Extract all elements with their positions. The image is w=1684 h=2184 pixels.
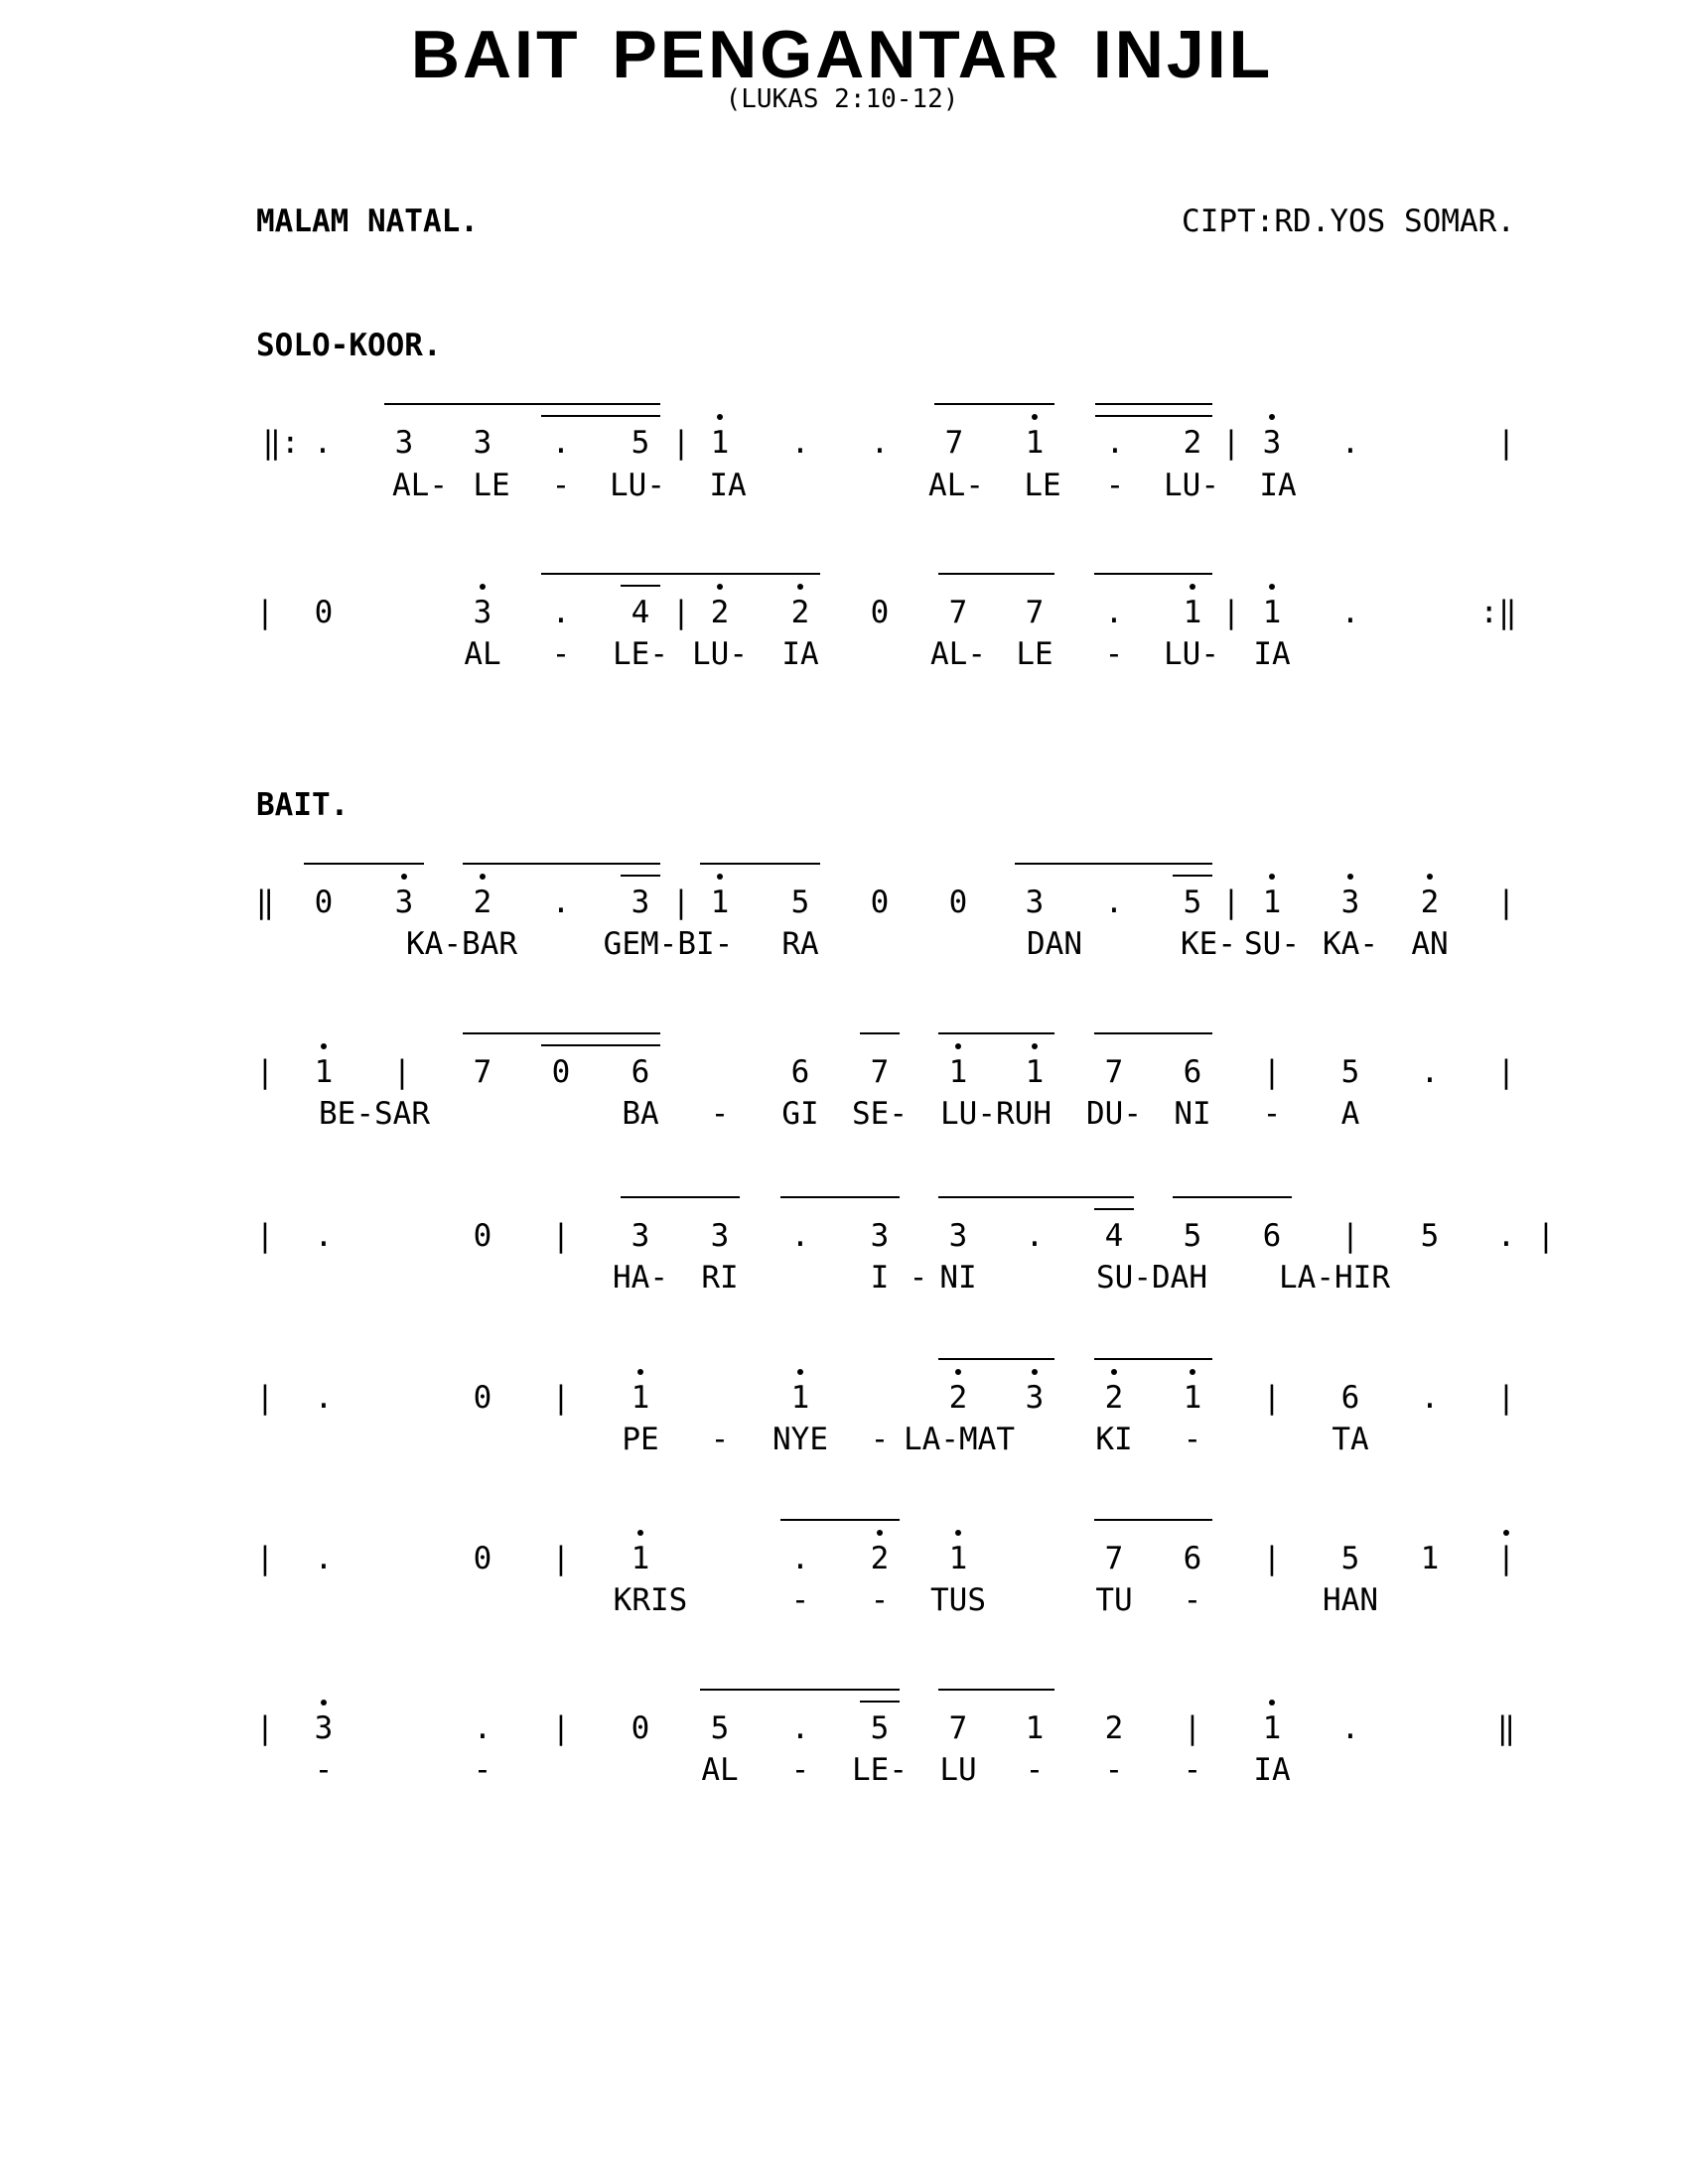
- lyric-syllable: KA-BAR: [406, 926, 517, 962]
- lyric-syllable: -: [909, 1260, 928, 1296]
- note: 5: [1420, 1218, 1440, 1254]
- lyric-syllable: NYE: [772, 1422, 828, 1457]
- barline: |: [1262, 1054, 1282, 1090]
- barline: |: [1496, 1380, 1516, 1416]
- beam-line: [621, 585, 660, 587]
- lyric-syllable: RI: [701, 1260, 739, 1296]
- note: 3: [631, 885, 650, 920]
- barline: ‖: [255, 885, 275, 920]
- note: 3: [394, 885, 414, 920]
- beam-line: [860, 1032, 900, 1034]
- note: 7: [948, 595, 968, 630]
- beam-line: [938, 573, 1054, 575]
- octave-dot: [1269, 414, 1275, 420]
- lyric-syllable: NI: [939, 1260, 977, 1296]
- barline: ‖:: [262, 425, 300, 461]
- octave-dot: [480, 584, 486, 590]
- lyric-syllable: IA: [709, 468, 747, 503]
- beam-line: [780, 1196, 900, 1198]
- note: .: [1105, 425, 1125, 461]
- lyric-syllable: LE-: [613, 636, 668, 672]
- occasion-label: MALAM NATAL.: [256, 204, 479, 239]
- beam-line: [463, 403, 660, 405]
- lyric-syllable: AN: [1411, 926, 1449, 962]
- note: .: [790, 425, 810, 461]
- lyric-syllable: KE-: [1181, 926, 1236, 962]
- note: 6: [1183, 1541, 1202, 1576]
- lyric-syllable: GEM-BI-: [603, 926, 734, 962]
- octave-dot: [1503, 1530, 1509, 1536]
- lyric-syllable: -: [1104, 636, 1124, 672]
- lyric-syllable: DU-: [1086, 1096, 1142, 1132]
- lyric-syllable: KA-: [1323, 926, 1378, 962]
- lyric-syllable: LE-: [852, 1752, 908, 1788]
- note: 1: [1183, 1380, 1202, 1416]
- octave-dot: [717, 874, 723, 880]
- lyric-syllable: -: [870, 1422, 890, 1457]
- note: 7: [870, 1054, 890, 1090]
- note: 0: [551, 1054, 571, 1090]
- lyric-syllable: A: [1340, 1096, 1360, 1132]
- note: 0: [870, 885, 890, 920]
- lyric-syllable: BE-SAR: [319, 1096, 430, 1132]
- lyric-syllable: AL: [701, 1752, 739, 1788]
- note: 2: [1420, 885, 1440, 920]
- lyric-syllable: LU-: [1164, 636, 1219, 672]
- lyric-syllable: KRIS: [613, 1582, 688, 1618]
- barline: |: [255, 1054, 275, 1090]
- barline: |: [1496, 1054, 1516, 1090]
- note: 0: [314, 595, 334, 630]
- note: 7: [1104, 1054, 1124, 1090]
- note: .: [314, 1380, 334, 1416]
- barline: |: [551, 1218, 571, 1254]
- note: 5: [1183, 885, 1202, 920]
- barline: |: [551, 1380, 571, 1416]
- beam-line: [1094, 1208, 1134, 1210]
- beam-line: [860, 1701, 900, 1703]
- lyric-syllable: KI: [1095, 1422, 1133, 1457]
- barline: |: [255, 1710, 275, 1746]
- note: 3: [710, 1218, 730, 1254]
- note: 3: [870, 1218, 890, 1254]
- lyric-syllable: NI: [1174, 1096, 1211, 1132]
- note: 6: [1340, 1380, 1360, 1416]
- lyric-syllable: IA: [1253, 1752, 1291, 1788]
- note: 5: [710, 1710, 730, 1746]
- note: 1: [710, 425, 730, 461]
- lyric-syllable: -: [1262, 1096, 1282, 1132]
- lyric-syllable: TUS: [930, 1582, 986, 1618]
- note: 1: [790, 1380, 810, 1416]
- lyric-syllable: IA: [1253, 636, 1291, 672]
- note: 3: [631, 1218, 650, 1254]
- note: 2: [790, 595, 810, 630]
- note: 2: [1183, 425, 1202, 461]
- note: 7: [944, 425, 964, 461]
- barline: |: [551, 1541, 571, 1576]
- note: 0: [870, 595, 890, 630]
- octave-dot: [1111, 1369, 1117, 1375]
- lyric-syllable: -: [551, 468, 571, 503]
- lyric-syllable: -: [1105, 468, 1125, 503]
- lyric-syllable: -: [870, 1582, 890, 1618]
- barline: |: [1536, 1218, 1556, 1254]
- note: 3: [314, 1710, 334, 1746]
- note: 1: [1183, 595, 1202, 630]
- beam-line: [463, 1032, 660, 1034]
- lyric-syllable: -: [1183, 1752, 1202, 1788]
- note: 3: [1262, 425, 1282, 461]
- note: 1: [631, 1380, 650, 1416]
- octave-dot: [321, 1700, 327, 1706]
- note: 5: [790, 885, 810, 920]
- octave-dot: [401, 874, 407, 880]
- note: 2: [1104, 1710, 1124, 1746]
- note: 1: [1420, 1541, 1440, 1576]
- octave-dot: [717, 414, 723, 420]
- barline: |: [671, 425, 691, 461]
- beam-line: [934, 403, 1054, 405]
- barline: |: [1340, 1218, 1360, 1254]
- lyric-syllable: -: [551, 636, 571, 672]
- note: .: [1340, 1710, 1360, 1746]
- note: .: [1104, 595, 1124, 630]
- scripture-reference: (LUKAS 2:10-12): [725, 84, 959, 114]
- beam-line: [1094, 1358, 1212, 1360]
- beam-line: [1095, 415, 1212, 417]
- note: .: [1420, 1380, 1440, 1416]
- note: .: [1025, 1218, 1045, 1254]
- note: .: [473, 1710, 492, 1746]
- note: 3: [394, 425, 414, 461]
- note: 3: [473, 595, 492, 630]
- note: 3: [1025, 1380, 1045, 1416]
- note: .: [790, 1541, 810, 1576]
- note: .: [314, 1218, 334, 1254]
- barline: |: [255, 1380, 275, 1416]
- barline: |: [1496, 1541, 1516, 1576]
- composer-credit: CIPT:RD.YOS SOMAR.: [1182, 204, 1515, 239]
- barline: |: [255, 595, 275, 630]
- barline: |: [671, 885, 691, 920]
- lyric-syllable: -: [1025, 1752, 1045, 1788]
- beam-line: [621, 1196, 740, 1198]
- beam-line: [938, 1689, 1054, 1691]
- note: .: [1340, 595, 1360, 630]
- note: .: [790, 1710, 810, 1746]
- note: 5: [1340, 1054, 1360, 1090]
- note: 1: [948, 1541, 968, 1576]
- note: 0: [631, 1710, 650, 1746]
- lyric-syllable: LA-HIR: [1279, 1260, 1390, 1296]
- note: 7: [1104, 1541, 1124, 1576]
- note: 3: [1340, 885, 1360, 920]
- beam-line: [938, 1358, 1054, 1360]
- octave-dot: [1032, 1369, 1038, 1375]
- beam-line: [1094, 1519, 1212, 1521]
- barline: |: [671, 595, 691, 630]
- lyric-syllable: LU-: [692, 636, 748, 672]
- note: 3: [948, 1218, 968, 1254]
- section-label-solo-koor: SOLO-KOOR.: [256, 328, 442, 363]
- lyric-syllable: SE-: [852, 1096, 908, 1132]
- barline: |: [1262, 1380, 1282, 1416]
- barline: |: [1221, 595, 1241, 630]
- lyric-syllable: -: [1104, 1752, 1124, 1788]
- beam-line: [700, 1689, 900, 1691]
- barline: :‖: [1479, 595, 1517, 630]
- octave-dot: [1269, 874, 1275, 880]
- note: 4: [631, 595, 650, 630]
- octave-dot: [637, 1530, 643, 1536]
- note: 3: [473, 425, 492, 461]
- beam-line: [1095, 403, 1212, 405]
- note: 1: [710, 885, 730, 920]
- note: .: [313, 425, 333, 461]
- note: 6: [790, 1054, 810, 1090]
- beam-line: [621, 875, 660, 877]
- beam-line: [700, 573, 820, 575]
- note: 2: [1104, 1380, 1124, 1416]
- octave-dot: [480, 874, 486, 880]
- lyric-syllable: -: [790, 1752, 810, 1788]
- note: 2: [710, 595, 730, 630]
- lyric-syllable: LU: [939, 1752, 977, 1788]
- note: .: [551, 595, 571, 630]
- note: 7: [948, 1710, 968, 1746]
- lyric-syllable: LU-RUH: [940, 1096, 1052, 1132]
- beam-line: [1094, 1032, 1212, 1034]
- octave-dot: [797, 1369, 803, 1375]
- note: .: [1340, 425, 1360, 461]
- note: 2: [870, 1541, 890, 1576]
- beam-line: [1173, 1196, 1292, 1198]
- octave-dot: [1269, 1700, 1275, 1706]
- note: .: [1496, 1218, 1516, 1254]
- note: 1: [1262, 1710, 1282, 1746]
- lyric-syllable: -: [1183, 1422, 1202, 1457]
- lyric-syllable: HAN: [1323, 1582, 1378, 1618]
- lyric-syllable: SU-: [1244, 926, 1300, 962]
- barline: |: [1183, 1710, 1202, 1746]
- octave-dot: [877, 1530, 883, 1536]
- page-title: BAIT PENGANTAR INJIL: [410, 17, 1274, 92]
- octave-dot: [1427, 874, 1433, 880]
- barline: |: [1221, 425, 1241, 461]
- note: 6: [1183, 1054, 1202, 1090]
- lyric-syllable: BA: [622, 1096, 659, 1132]
- octave-dot: [1190, 584, 1195, 590]
- beam-line: [938, 1196, 1134, 1198]
- barline: |: [1496, 425, 1516, 461]
- lyric-syllable: TU: [1095, 1582, 1133, 1618]
- octave-dot: [955, 1530, 961, 1536]
- note: 1: [1262, 595, 1282, 630]
- octave-dot: [1032, 1043, 1038, 1049]
- octave-dot: [1347, 874, 1353, 880]
- octave-dot: [321, 1043, 327, 1049]
- beam-line: [938, 1032, 1054, 1034]
- lyric-syllable: SU-DAH: [1096, 1260, 1207, 1296]
- octave-dot: [717, 584, 723, 590]
- lyric-syllable: IA: [1259, 468, 1297, 503]
- lyric-syllable: HA-: [613, 1260, 668, 1296]
- lyric-syllable: LE: [1016, 636, 1053, 672]
- beam-line: [1173, 875, 1212, 877]
- note: 1: [314, 1054, 334, 1090]
- note: .: [314, 1541, 334, 1576]
- beam-line: [304, 863, 424, 865]
- note: 0: [473, 1541, 492, 1576]
- barline: |: [1496, 885, 1516, 920]
- octave-dot: [797, 584, 803, 590]
- lyric-syllable: LU-: [610, 468, 665, 503]
- note: 6: [631, 1054, 650, 1090]
- lyric-syllable: TA: [1332, 1422, 1369, 1457]
- note: 4: [1104, 1218, 1124, 1254]
- note: 5: [631, 425, 650, 461]
- note: 6: [1262, 1218, 1282, 1254]
- lyric-syllable: AL-: [928, 468, 984, 503]
- barline: |: [255, 1218, 275, 1254]
- note: .: [790, 1218, 810, 1254]
- note: 2: [948, 1380, 968, 1416]
- octave-dot: [1190, 1369, 1195, 1375]
- lyric-syllable: -: [1183, 1582, 1202, 1618]
- note: .: [1104, 885, 1124, 920]
- octave-dot: [1032, 414, 1038, 420]
- note: 3: [1025, 885, 1045, 920]
- lyric-syllable: LE: [473, 468, 510, 503]
- note: .: [551, 425, 571, 461]
- barline: |: [1221, 885, 1241, 920]
- lyric-syllable: DAN: [1027, 926, 1082, 962]
- note: 0: [473, 1218, 492, 1254]
- lyric-syllable: -: [473, 1752, 492, 1788]
- octave-dot: [955, 1043, 961, 1049]
- lyric-syllable: I: [870, 1260, 890, 1296]
- lyric-syllable: AL-: [392, 468, 448, 503]
- beam-line: [541, 415, 660, 417]
- lyric-syllable: LE: [1024, 468, 1061, 503]
- lyric-syllable: -: [790, 1582, 810, 1618]
- note: 0: [473, 1380, 492, 1416]
- lyric-syllable: PE: [622, 1422, 659, 1457]
- beam-line: [463, 863, 660, 865]
- lyric-syllable: AL-: [930, 636, 986, 672]
- lyric-syllable: LU-: [1164, 468, 1219, 503]
- note: 1: [948, 1054, 968, 1090]
- barline: |: [255, 1541, 275, 1576]
- lyric-syllable: -: [710, 1422, 730, 1457]
- octave-dot: [955, 1369, 961, 1375]
- note: 7: [473, 1054, 492, 1090]
- lyric-syllable: GI: [781, 1096, 819, 1132]
- beam-line: [541, 573, 701, 575]
- note: 2: [473, 885, 492, 920]
- octave-dot: [1269, 584, 1275, 590]
- beam-line: [1094, 573, 1212, 575]
- beam-line: [1015, 863, 1212, 865]
- note: 1: [1025, 425, 1045, 461]
- note: 0: [314, 885, 334, 920]
- note: 1: [1025, 1054, 1045, 1090]
- note: 1: [631, 1541, 650, 1576]
- barline: ‖: [1496, 1710, 1516, 1746]
- section-label-bait: BAIT.: [256, 787, 350, 823]
- note: .: [870, 425, 890, 461]
- beam-line: [700, 863, 820, 865]
- beam-line: [541, 1044, 660, 1046]
- lyric-syllable: -: [314, 1752, 334, 1788]
- note: 1: [1025, 1710, 1045, 1746]
- octave-dot: [637, 1369, 643, 1375]
- note: .: [551, 885, 571, 920]
- lyric-syllable: AL: [464, 636, 501, 672]
- lyric-syllable: -: [710, 1096, 730, 1132]
- barline: |: [392, 1054, 412, 1090]
- barline: |: [1262, 1541, 1282, 1576]
- lyric-syllable: IA: [781, 636, 819, 672]
- lyric-syllable: RA: [781, 926, 819, 962]
- lyric-syllable: LA-MAT: [904, 1422, 1015, 1457]
- note: 7: [1025, 595, 1045, 630]
- note: .: [1420, 1054, 1440, 1090]
- note: 5: [870, 1710, 890, 1746]
- barline: |: [551, 1710, 571, 1746]
- note: 1: [1262, 885, 1282, 920]
- note: 0: [948, 885, 968, 920]
- note: 5: [1340, 1541, 1360, 1576]
- note: 5: [1183, 1218, 1202, 1254]
- beam-line: [780, 1519, 900, 1521]
